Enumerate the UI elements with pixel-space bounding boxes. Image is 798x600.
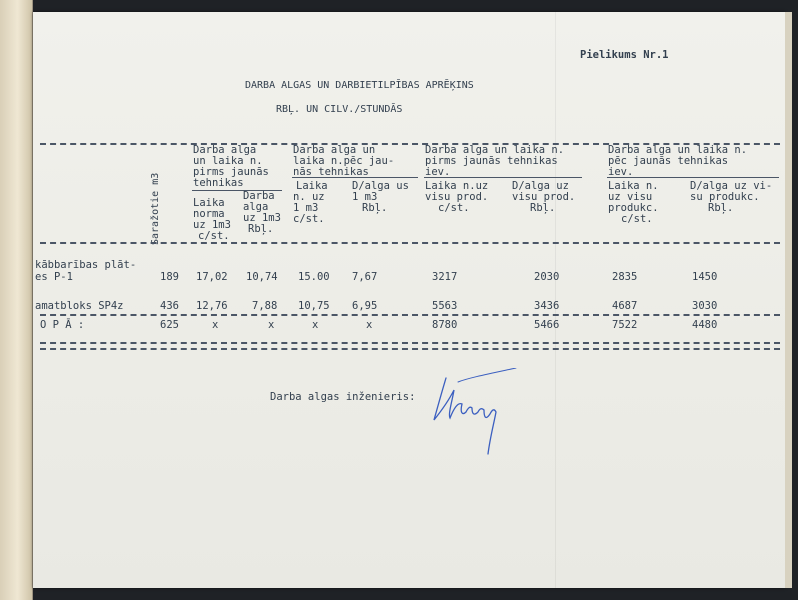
g1-title-4: tehnikas <box>193 177 244 189</box>
cell-c6: 2030 <box>534 271 560 283</box>
g1-darba-1: Darba <box>243 190 275 202</box>
g3-laika-2: visu prod. <box>425 191 489 203</box>
g2-laika-4: c/st. <box>293 213 325 225</box>
cell-c7: 4687 <box>612 300 638 312</box>
document-subtitle: RBĻ. UN CILV./STUNDĀS <box>276 104 403 115</box>
g4-title-3: iev. <box>608 166 634 178</box>
cell-c4: 7,67 <box>352 271 378 283</box>
g1-darba-4: Rbļ. <box>248 223 274 235</box>
g2-underline <box>292 177 418 178</box>
signature-label: Darba algas inženieris: <box>270 391 416 403</box>
cell-c5: 8780 <box>432 319 458 331</box>
g4-title-1: Darba alga un laika n. <box>608 144 748 156</box>
cell-c1: x <box>212 319 219 331</box>
g2-laika-3: 1 m3 <box>293 202 319 214</box>
binder-edge <box>0 0 33 600</box>
g2-laika-2: n. uz <box>293 191 325 203</box>
g2-laika-1: Laika <box>296 180 328 192</box>
table-bottom-rule-2 <box>40 348 780 350</box>
g3-dalga-2: visu prod. <box>512 191 576 203</box>
row-name-2: amatbloks SP4z <box>35 300 124 312</box>
cell-c8: 3030 <box>692 300 718 312</box>
g4-dalga-2: su produkc. <box>690 191 760 203</box>
document-sheet <box>33 12 785 588</box>
g2-dalga-1: D/alga us <box>352 180 409 192</box>
g3-title-3: iev. <box>425 166 451 178</box>
table-bottom-rule-1 <box>40 342 780 344</box>
g1-darba-3: uz 1m3 <box>243 212 281 224</box>
cell-c2: x <box>268 319 275 331</box>
cell-c5: 5563 <box>432 300 458 312</box>
cell-c6: 3436 <box>534 300 560 312</box>
g3-laika-1: Laika n.uz <box>425 180 489 192</box>
cell-c7: 2835 <box>612 271 638 283</box>
g3-laika-3: c/st. <box>438 202 470 214</box>
g4-laika-3: produkc. <box>608 202 659 214</box>
cell-c6: 5466 <box>534 319 560 331</box>
g4-title-2: pēc jaunās tehnikas <box>608 155 729 167</box>
cell-qty: 436 <box>160 300 179 312</box>
g3-title-1: Darba alga un laika n. <box>425 144 565 156</box>
header-bottom-rule <box>40 242 780 244</box>
g2-dalga-2: 1 m3 <box>352 191 378 203</box>
cell-c1: 12,76 <box>196 300 228 312</box>
cell-c5: 3217 <box>432 271 458 283</box>
cell-c3: x <box>312 319 319 331</box>
cell-c2: 7,88 <box>252 300 278 312</box>
cell-c8: 1450 <box>692 271 718 283</box>
document-title: DARBA ALGAS UN DARBIETILPĪBAS APRĒĶINS <box>245 80 474 91</box>
cell-qty: 625 <box>160 319 179 331</box>
g2-title-1: Darba alga un <box>293 144 376 156</box>
cell-c8: 4480 <box>692 319 718 331</box>
g3-title-2: pirms jaunās tehnikas <box>425 155 558 167</box>
row-name-1b: es P-1 <box>35 271 73 283</box>
g3-dalga-3: Rbļ. <box>530 202 556 214</box>
g4-underline <box>607 177 779 178</box>
cell-qty: 189 <box>160 271 179 283</box>
g3-underline <box>424 177 582 178</box>
g4-laika-1: Laika n. <box>608 180 659 192</box>
g4-dalga-3: Rbļ. <box>708 202 734 214</box>
cell-c1: 17,02 <box>196 271 228 283</box>
cell-c3: 10,75 <box>298 300 330 312</box>
g1-laika-2: norma <box>193 208 225 220</box>
g2-title-3: nās tehnikas <box>293 166 369 178</box>
page-edge <box>785 12 792 588</box>
g4-dalga-1: D/alga uz vi- <box>690 180 773 192</box>
cell-c3: 15.00 <box>298 271 330 283</box>
total-label: O P Ā : <box>40 319 85 331</box>
g2-dalga-3: Rbļ. <box>362 202 388 214</box>
g1-laika-3: uz 1m3 <box>193 219 231 231</box>
g1-laika-1: Laika <box>193 197 225 209</box>
qty-header: Saražotie m3 <box>150 172 161 245</box>
g1-title-2: un laika n. <box>193 155 263 167</box>
g3-dalga-1: D/alga uz <box>512 180 569 192</box>
row-name-1a: kābbarības plāt- <box>35 259 137 271</box>
cell-c7: 7522 <box>612 319 638 331</box>
cell-c4: 6,95 <box>352 300 378 312</box>
cell-c4: x <box>366 319 373 331</box>
g1-title-3: pirms jaunās <box>193 166 269 178</box>
g4-laika-4: c/st. <box>621 213 653 225</box>
g2-title-2: laika n.pēc jau- <box>293 155 395 167</box>
g1-laika-4: c/st. <box>198 230 230 242</box>
cell-c2: 10,74 <box>246 271 278 283</box>
g1-darba-2: alga <box>243 201 269 213</box>
g4-laika-2: uz visu <box>608 191 653 203</box>
appendix-label: Pielikums Nr.1 <box>580 49 669 61</box>
handwritten-signature <box>428 368 523 458</box>
subtotal-rule <box>40 314 780 316</box>
g1-title-1: Darba alga <box>193 144 257 156</box>
